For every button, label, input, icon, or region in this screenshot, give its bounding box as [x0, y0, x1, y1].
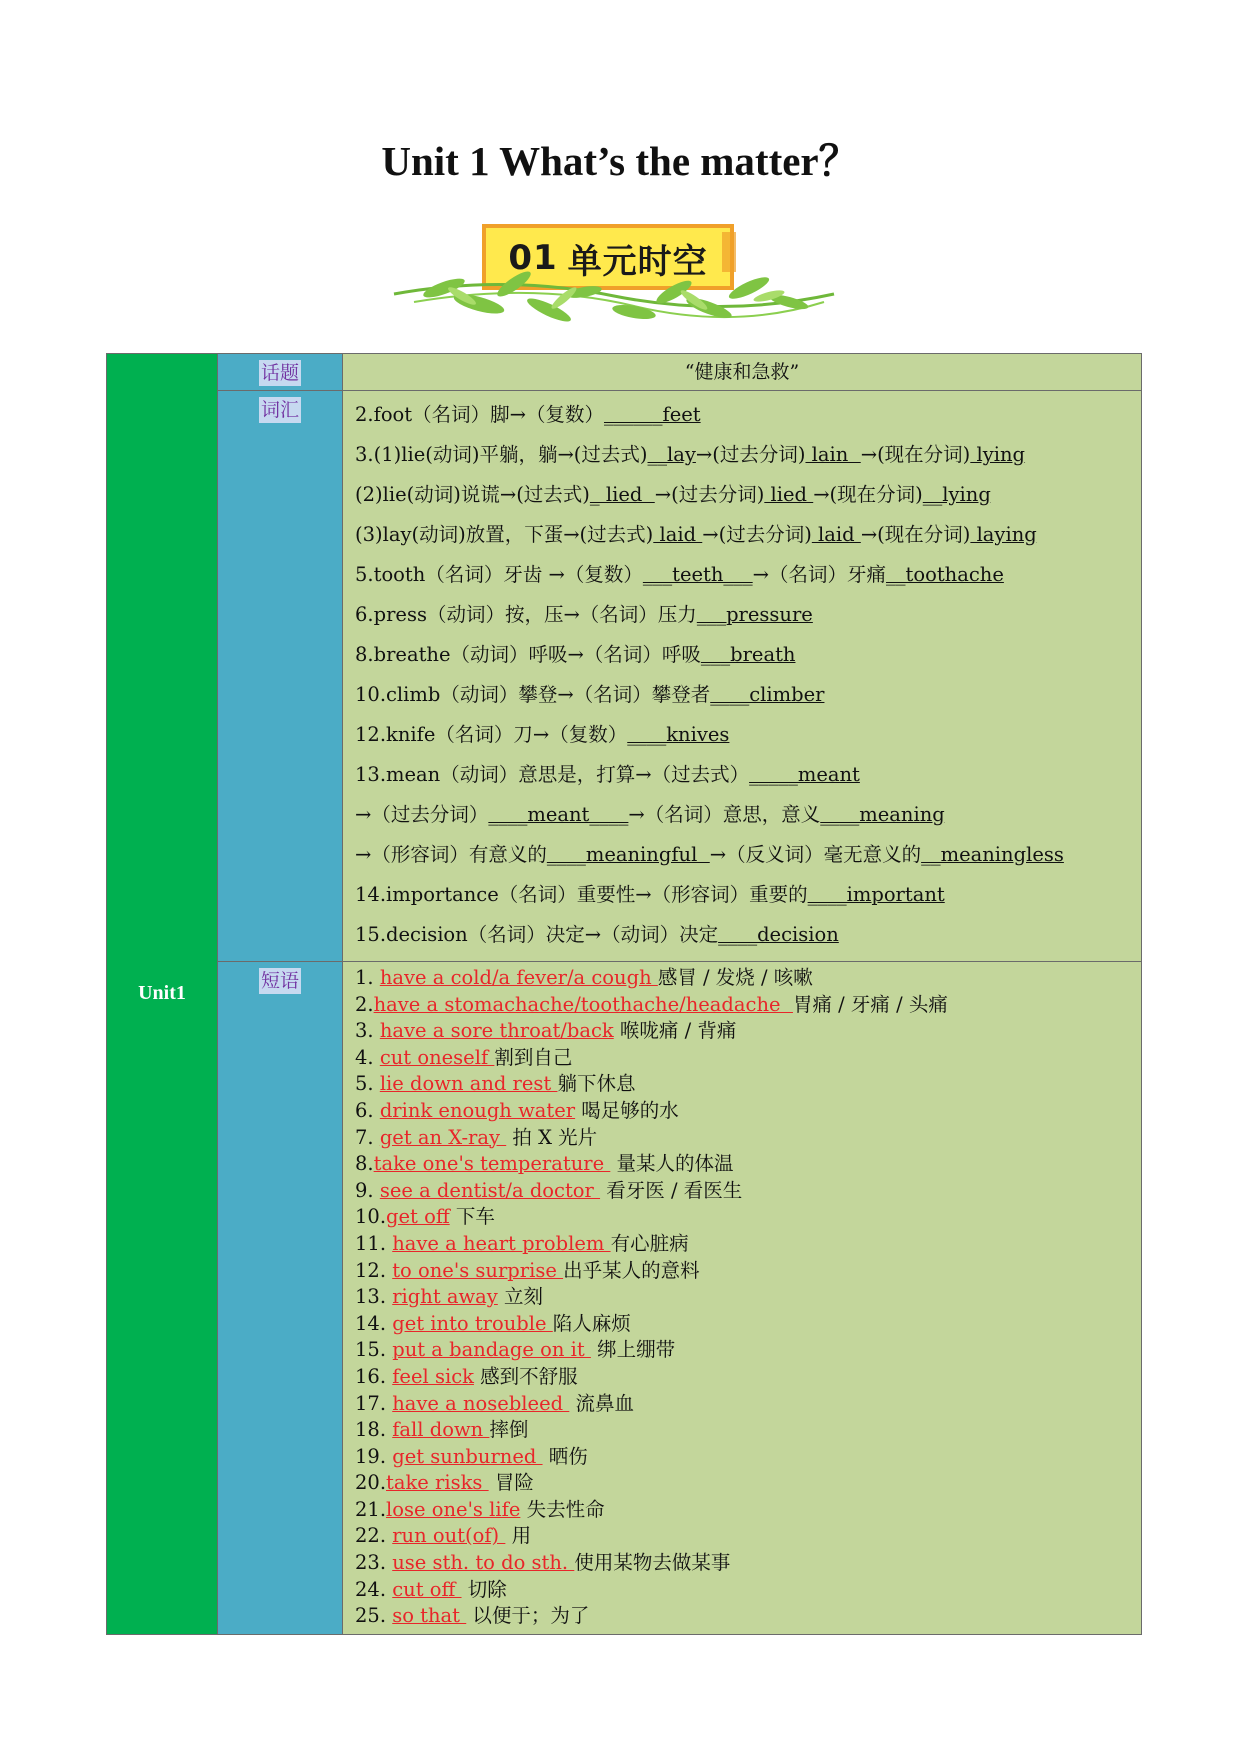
phrase-item	[355, 1045, 1141, 1072]
phrase-text: see a dentist/a doctor	[379, 1178, 601, 1202]
phrase-number: 3.	[355, 1019, 380, 1043]
phrase-item	[355, 1470, 1141, 1497]
vocab-text: →(过去分词)	[695, 443, 806, 466]
vocab-line	[355, 715, 1141, 755]
phrase-text: right away	[392, 1285, 498, 1309]
vocab-answer: lying	[970, 443, 1026, 466]
topic-category-label: 话题	[260, 362, 299, 384]
vocab-line	[355, 395, 1141, 435]
phrase-number: 15.	[355, 1338, 393, 1362]
phrase-number: 25.	[355, 1604, 393, 1628]
vocab-line	[355, 915, 1141, 955]
vocab-text: 2.foot（名词）脚→（复数）	[355, 403, 604, 426]
phrase-number: 22.	[355, 1524, 393, 1548]
phrase-number: 2.	[355, 992, 374, 1016]
vocab-text: 6.press（动词）按，压→（名词）压力	[355, 603, 697, 626]
vocab-line	[355, 835, 1141, 875]
vocab-line	[355, 515, 1141, 555]
vocab-category-cell	[218, 391, 343, 962]
vocab-line	[355, 435, 1141, 475]
phrase-text: get an X-ray	[379, 1125, 507, 1149]
vocab-line	[355, 555, 1141, 595]
vocab-text: (2)lie(动词)说谎→(过去式)	[355, 483, 590, 506]
phrase-item	[355, 1497, 1141, 1524]
phrase-meaning: 摔倒	[489, 1418, 529, 1442]
vocab-content-cell	[343, 391, 1142, 962]
vocab-answer: ______feet	[603, 403, 701, 426]
phrase-item	[355, 1444, 1141, 1471]
vocab-line	[355, 875, 1141, 915]
phrase-number: 8.	[355, 1152, 374, 1176]
phrase-number: 13.	[355, 1285, 393, 1309]
vocab-text: (3)lay(动词)放置，下蛋→(过去式)	[355, 523, 654, 546]
phrase-item	[355, 1284, 1141, 1311]
phrase-number: 6.	[355, 1098, 380, 1122]
phrase-item	[355, 1258, 1141, 1285]
vocab-answer: laid	[653, 523, 703, 546]
phrase-number: 18.	[355, 1418, 393, 1442]
vocab-answer: __toothache	[886, 563, 1004, 586]
phrase-text: get off	[386, 1205, 450, 1229]
phrase-number: 17.	[355, 1391, 393, 1415]
topic-content-cell	[343, 354, 1142, 391]
phrase-item	[355, 1337, 1141, 1364]
phrase-meaning: 有心脏病	[610, 1231, 689, 1255]
vocab-text: →(过去分词)	[654, 483, 765, 506]
phrase-text: cut off	[392, 1577, 462, 1601]
phrase-text: to one's surprise	[392, 1258, 564, 1282]
phrase-text: fall down	[392, 1418, 490, 1442]
phrase-item	[355, 1577, 1141, 1604]
phrase-meaning: 拍 X 光片	[506, 1125, 598, 1149]
phrase-text: lie down and rest	[379, 1072, 558, 1096]
vocab-line	[355, 475, 1141, 515]
phrase-number: 10.	[355, 1205, 387, 1229]
banner-number: 01	[508, 238, 558, 278]
topic-category-cell	[218, 354, 343, 391]
unit-cell	[107, 354, 218, 1635]
phrase-meaning: 割到自己	[494, 1045, 573, 1069]
vocab-answer: ____decision	[718, 923, 839, 946]
vocab-answer: ____knives	[627, 723, 730, 746]
vocab-answer: ____meaningful	[546, 843, 710, 866]
vocab-text: 15.decision（名词）决定→（动词）决定	[355, 923, 719, 946]
phrase-meaning: 流鼻血	[569, 1391, 635, 1415]
vocab-line	[355, 675, 1141, 715]
phrase-number: 23.	[355, 1551, 393, 1575]
vocab-answer: ___breath	[700, 643, 796, 666]
phrase-item	[355, 1417, 1141, 1444]
banner-label	[484, 228, 732, 288]
phrase-text: have a stomachache/toothache/headache	[373, 992, 793, 1016]
phrase-number: 7.	[355, 1125, 380, 1149]
vocab-answer: ____important	[807, 883, 945, 906]
phrase-meaning: 以便于；为了	[466, 1604, 590, 1628]
phrase-text: have a sore throat/back	[379, 1019, 614, 1043]
phrase-item	[355, 1125, 1141, 1152]
phrase-meaning: 躺下休息	[557, 1072, 636, 1096]
phrase-text: feel sick	[392, 1364, 474, 1388]
phrase-number: 21.	[355, 1497, 387, 1521]
phrase-meaning: 看牙医 / 看医生	[600, 1178, 743, 1202]
phrase-text: have a cold/a fever/a cough	[379, 966, 658, 989]
phrase-meaning: 绑上绷带	[590, 1338, 676, 1362]
phrase-item	[355, 1311, 1141, 1338]
phrase-meaning: 使用某物去做某事	[574, 1551, 731, 1575]
phrase-content-cell	[343, 962, 1142, 1635]
phrase-number: 11.	[355, 1231, 393, 1255]
phrase-text: have a heart problem	[392, 1231, 611, 1255]
phrase-meaning: 陷人麻烦	[552, 1311, 631, 1335]
phrase-meaning: 出乎某人的意料	[563, 1258, 700, 1282]
phrase-text: get sunburned	[392, 1444, 543, 1468]
phrase-text: take one's temperature	[373, 1152, 611, 1176]
vocab-text: →（过去分词）	[355, 803, 489, 826]
vocab-text: 12.knife（名词）刀→（复数）	[355, 723, 628, 746]
phrase-number: 19.	[355, 1444, 393, 1468]
phrase-meaning: 立刻	[497, 1285, 544, 1309]
vocab-text: →（反义词）毫无意义的	[709, 843, 922, 866]
vocab-answer: lain	[805, 443, 861, 466]
unit-label: Unit1	[138, 982, 186, 1005]
phrase-text: drink enough water	[379, 1098, 576, 1122]
phrase-text: run out(of)	[392, 1524, 506, 1548]
phrase-item	[355, 1603, 1141, 1630]
phrase-number: 9.	[355, 1178, 380, 1202]
phrase-text: take risks	[386, 1471, 489, 1495]
vocab-category-label: 词汇	[260, 399, 299, 421]
phrase-meaning: 失去性命	[520, 1497, 605, 1521]
vocab-answer: ___teeth___	[642, 563, 753, 586]
phrase-meaning: 感冒 / 发烧 / 咳嗽	[657, 966, 813, 989]
vocab-answer: lied	[764, 483, 814, 506]
phrase-meaning: 量某人的体温	[610, 1152, 734, 1176]
phrase-meaning: 喝足够的水	[575, 1098, 679, 1122]
phrase-category-label: 短语	[260, 970, 299, 992]
phrase-meaning: 感到不舒服	[473, 1364, 578, 1388]
vocab-text: →（形容词）有意义的	[355, 843, 547, 866]
vocab-text: →(现在分词)	[813, 483, 923, 506]
vocab-answer: ____meant____	[488, 803, 629, 826]
phrase-item	[355, 1151, 1141, 1178]
phrase-meaning: 喉咙痛 / 背痛	[613, 1019, 737, 1043]
vocab-answer: __lying	[922, 483, 991, 506]
phrase-item	[355, 1391, 1141, 1418]
vocab-answer: laid	[811, 523, 861, 546]
phrase-text: put a bandage on it	[392, 1338, 591, 1362]
banner-text: 单元时空	[567, 241, 708, 282]
vocab-answer: __lay	[647, 443, 696, 466]
phrase-number: 5.	[355, 1072, 380, 1096]
vocab-answer: _____meant	[749, 763, 860, 786]
phrase-meaning: 用	[505, 1524, 532, 1548]
phrase-meaning: 下车	[449, 1205, 495, 1229]
phrase-meaning: 冒险	[488, 1471, 534, 1495]
vocab-text: 14.importance（名词）重要性→（形容词）重要的	[355, 883, 808, 906]
vocab-text: 5.tooth（名词）牙齿 →（复数）	[355, 563, 643, 586]
phrase-text: cut oneself	[379, 1045, 495, 1069]
phrase-number: 20.	[355, 1471, 387, 1495]
phrase-item	[355, 1178, 1141, 1205]
phrase-item	[355, 1018, 1141, 1045]
phrase-item	[355, 1364, 1141, 1391]
phrase-number: 24.	[355, 1577, 393, 1601]
vocab-text: →（名词）牙痛	[752, 563, 887, 586]
phrase-item	[355, 1523, 1141, 1550]
vocab-text: →(现在分词)	[860, 443, 971, 466]
page-title: Unit 1 What’s the matter？	[381, 138, 860, 184]
vocab-text: 3.(1)lie(动词)平躺，躺→(过去式)	[355, 443, 648, 466]
phrase-text: lose one's life	[386, 1497, 521, 1521]
phrase-item	[355, 1231, 1141, 1258]
phrase-item	[355, 1098, 1141, 1125]
vocab-answer: _ lied	[589, 483, 655, 506]
vocab-answer: ___pressure	[696, 603, 813, 626]
phrase-number: 16.	[355, 1364, 393, 1388]
vocab-text: →（名词）意思，意义	[628, 803, 821, 826]
phrase-item	[355, 992, 1141, 1019]
phrase-text: use sth. to do sth.	[392, 1551, 575, 1575]
vocab-text: 13.mean（动词）意思是，打算→（过去式）	[355, 763, 750, 786]
phrase-list	[343, 962, 1141, 1634]
topic-value: “健康和急救”	[684, 361, 800, 383]
phrase-number: 12.	[355, 1258, 393, 1282]
phrase-text: so that	[392, 1604, 467, 1628]
phrase-text: have a nosebleed	[392, 1391, 570, 1415]
phrase-item	[355, 1071, 1141, 1098]
phrase-number: 4.	[355, 1045, 380, 1069]
phrase-meaning: 晒伤	[542, 1444, 588, 1468]
section-banner	[384, 222, 844, 332]
vocab-answer: __meaningless	[921, 843, 1064, 866]
unit-table	[106, 353, 1142, 1635]
phrase-text: get into trouble	[392, 1311, 553, 1335]
vocab-line	[355, 635, 1141, 675]
vocab-answer: laying	[970, 523, 1037, 546]
phrase-meaning: 胃痛 / 牙痛 / 头痛	[792, 992, 948, 1016]
phrase-number: 14.	[355, 1311, 393, 1335]
vocab-line	[355, 595, 1141, 635]
vocab-text: →(现在分词)	[860, 523, 971, 546]
phrase-item	[355, 965, 1141, 992]
phrase-category-cell	[218, 962, 343, 1635]
vocab-list	[343, 391, 1141, 961]
phrase-number: 1.	[355, 966, 380, 989]
phrase-item	[355, 1204, 1141, 1231]
phrase-meaning: 切除	[461, 1577, 507, 1601]
vocab-text: →(过去分词)	[702, 523, 812, 546]
vocab-line	[355, 795, 1141, 835]
vocab-line	[355, 755, 1141, 795]
vocab-text: 8.breathe（动词）呼吸→（名词）呼吸	[355, 643, 701, 666]
phrase-item	[355, 1550, 1141, 1577]
vocab-text: 10.climb（动词）攀登→（名词）攀登者	[355, 683, 711, 706]
vocab-answer: ____meaning	[820, 803, 945, 826]
vocab-answer: ____climber	[710, 683, 825, 706]
